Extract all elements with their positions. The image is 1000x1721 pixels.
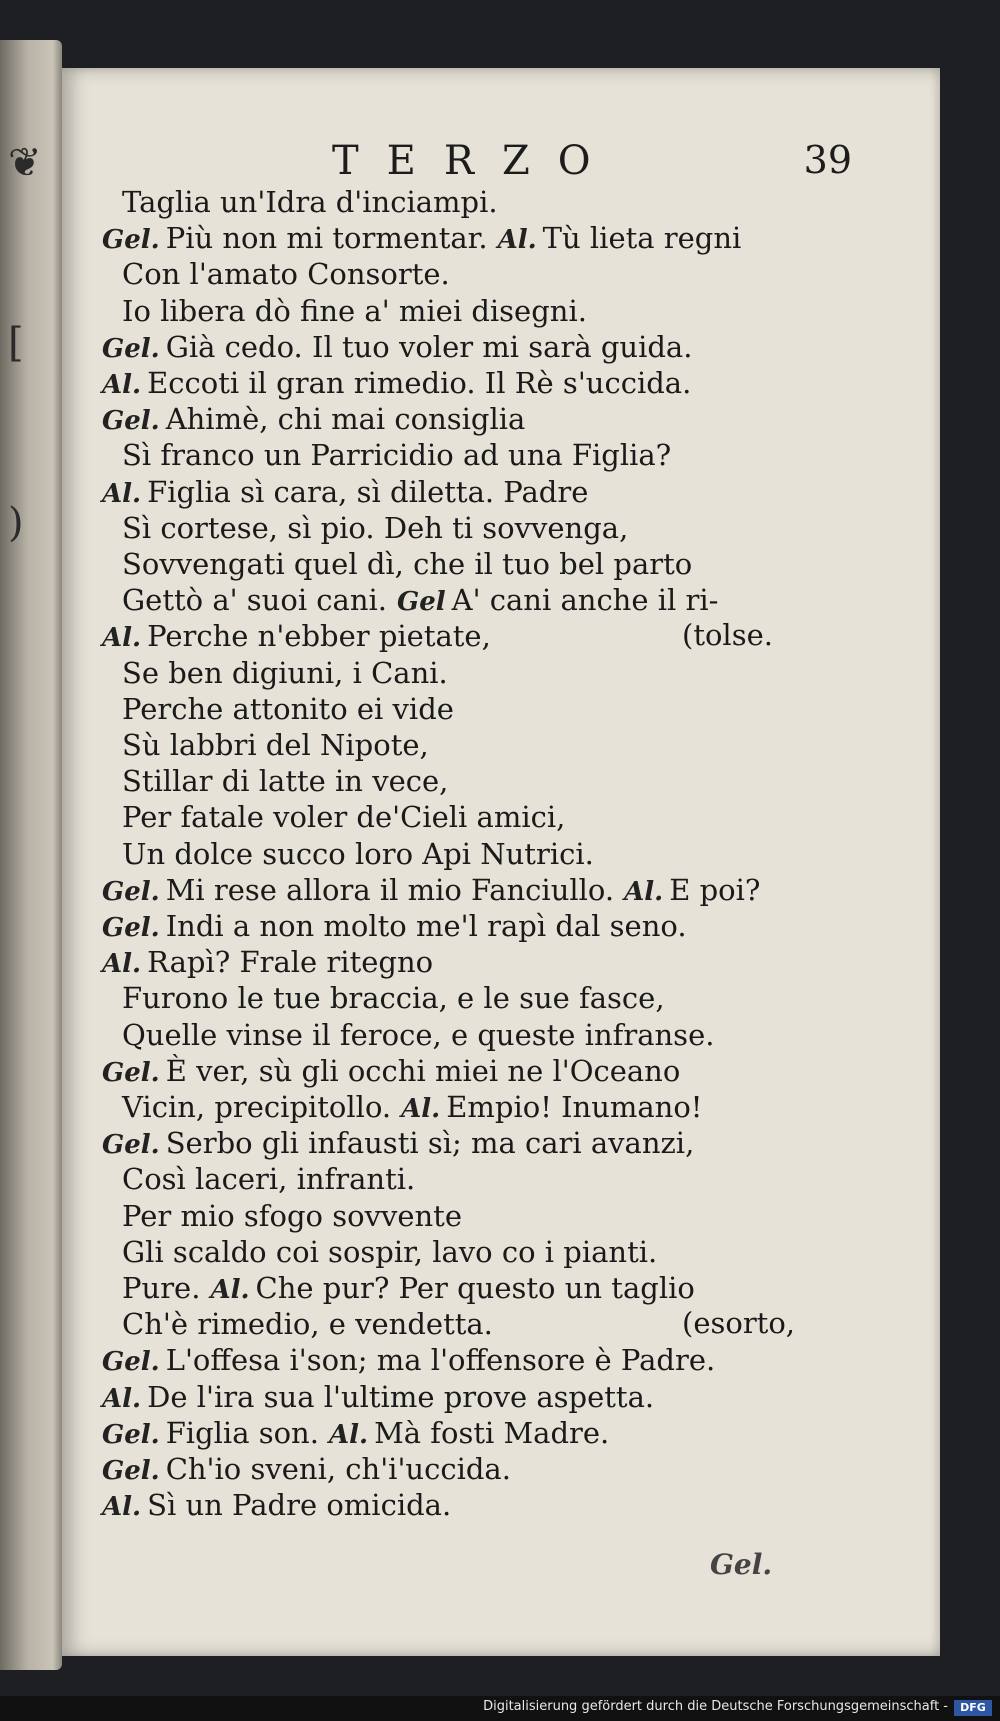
running-head: TERZO bbox=[332, 138, 619, 184]
verse-text-segment: Io libera dò fine a' miei disegni. bbox=[122, 293, 587, 328]
verse-text-segment: Con l'amato Consorte. bbox=[122, 257, 450, 292]
verse-text-segment: Figlia sì cara, sì diletta. Padre bbox=[147, 474, 589, 509]
verse-line bbox=[122, 1198, 462, 1234]
margin-ornament: ) bbox=[8, 500, 24, 546]
speaker-tag: Gel. bbox=[102, 1057, 160, 1088]
verse-line bbox=[122, 1270, 695, 1306]
verse-text-segment: Sì cortese, sì pio. Deh ti sovvenga, bbox=[122, 510, 629, 545]
verse-text-segment: E poi? bbox=[669, 872, 761, 907]
verse-line bbox=[122, 727, 429, 763]
speaker-tag: Gel. bbox=[102, 1419, 160, 1450]
verse-line bbox=[122, 799, 565, 835]
verse-line bbox=[122, 655, 448, 691]
verse-text-segment: Empio! Inumano! bbox=[446, 1090, 703, 1124]
verse-text-segment: È ver, sù gli occhi miei ne l'Oceano bbox=[165, 1053, 681, 1088]
verse-text-segment: Gli scaldo coi sospir, lavo co i pianti. bbox=[122, 1234, 658, 1269]
verse-text-segment: Perche attonito ei vide bbox=[122, 691, 454, 726]
verse-line bbox=[122, 1306, 493, 1342]
verse-text-segment: Mi rese allora il mio Fanciullo. bbox=[165, 872, 615, 907]
verse-text-segment: Ch'io sveni, ch'i'uccida. bbox=[165, 1452, 511, 1486]
verse-line bbox=[122, 256, 450, 292]
speaker-tag: Gel bbox=[397, 587, 446, 618]
turnover-word: (esorto, bbox=[682, 1306, 796, 1341]
verse-line bbox=[122, 582, 718, 618]
verse-line bbox=[122, 1161, 415, 1197]
verse-text-segment: Ch'è rimedio, e vendetta. bbox=[122, 1307, 493, 1342]
speaker-tag: Al. bbox=[401, 1094, 441, 1124]
verse-text-segment: Pure. bbox=[122, 1271, 201, 1305]
verse-line bbox=[122, 546, 692, 582]
speaker-tag: Al. bbox=[328, 1419, 369, 1450]
margin-ornament: ❦ bbox=[8, 140, 42, 186]
verse-text-segment: Rapì? Frale ritegno bbox=[147, 945, 434, 980]
speaker-tag: Gel. bbox=[102, 225, 160, 256]
verse-line bbox=[122, 980, 665, 1016]
verse-line bbox=[122, 763, 448, 799]
speaker-tag: Al. bbox=[102, 623, 142, 654]
verse-text-segment: De l'ira sua l'ultime prove aspetta. bbox=[147, 1379, 655, 1414]
verse-text-segment: Vicin, precipitollo. bbox=[122, 1090, 392, 1124]
dfg-logo: DFG bbox=[954, 1700, 992, 1716]
book-page bbox=[62, 68, 940, 1656]
verse-line bbox=[122, 184, 498, 220]
verse-line bbox=[122, 1089, 702, 1125]
verse-text-segment: A' cani anche il ri- bbox=[451, 583, 719, 618]
verse-line bbox=[122, 691, 454, 727]
verse-text-segment: Che pur? Per questo un taglio bbox=[255, 1271, 695, 1305]
verse-text-segment: Così laceri, infranti. bbox=[122, 1162, 416, 1197]
verse-text-segment: L'offesa i'son; ma l'offensore è Padre. bbox=[165, 1343, 716, 1378]
verse-line bbox=[102, 401, 525, 437]
verse-text-segment: Tù lieta regni bbox=[542, 221, 742, 256]
verse-line bbox=[102, 1342, 715, 1378]
verse-line bbox=[102, 872, 760, 908]
verse-line bbox=[102, 944, 433, 980]
speaker-tag: Gel. bbox=[102, 1456, 160, 1486]
verse-line bbox=[122, 1017, 714, 1053]
verse-text-segment: Gettò a' suoi cani. bbox=[122, 583, 388, 618]
verse-text-segment: Sì un Padre omicida. bbox=[147, 1488, 452, 1523]
verse-text-segment: Per mio sfogo sovvente bbox=[122, 1198, 462, 1233]
verse-line bbox=[122, 836, 594, 872]
facing-page-edge bbox=[0, 40, 62, 1670]
speaker-tag: Al. bbox=[102, 1383, 142, 1414]
verse-line bbox=[102, 1125, 694, 1161]
verse-text-segment: Sù labbri del Nipote, bbox=[122, 728, 429, 762]
verse-line bbox=[102, 1053, 680, 1089]
verse-line bbox=[102, 220, 741, 256]
verse-line bbox=[102, 908, 687, 944]
verse-text-segment: Sì franco un Parricidio ad una Figlia? bbox=[122, 438, 672, 473]
verse-text-segment: Quelle vinse il feroce, e queste infranse. bbox=[122, 1017, 715, 1052]
verse-text-segment: Taglia un'Idra d'inciampi. bbox=[122, 185, 498, 219]
verse-text-segment: Già cedo. Il tuo voler mi sarà guida. bbox=[165, 329, 693, 364]
verse-line bbox=[122, 293, 587, 329]
verse-text-segment: Più non mi tormentar. bbox=[165, 221, 488, 256]
verse-text-segment: Sovvengati quel dì, che il tuo bel parto bbox=[122, 547, 693, 581]
verse-text-segment: Eccoti il gran rimedio. Il Rè s'uccida. bbox=[147, 366, 692, 400]
verse-text-segment: Ahimè, chi mai consiglia bbox=[165, 402, 526, 437]
verse-line bbox=[102, 474, 588, 510]
speaker-tag: Al. bbox=[102, 1492, 142, 1523]
verse-line bbox=[102, 365, 691, 401]
speaker-tag: Al. bbox=[102, 949, 142, 980]
verse-text-segment: Perche n'ebber pietate, bbox=[147, 619, 491, 654]
speaker-tag: Gel. bbox=[102, 1347, 160, 1378]
speaker-tag: Gel. bbox=[102, 1130, 160, 1161]
verse-line bbox=[102, 1415, 609, 1451]
turnover-word: (tolse. bbox=[682, 618, 773, 653]
verse-text-segment: Se ben digiuni, i Cani. bbox=[122, 655, 448, 690]
catchword: Gel. bbox=[710, 1548, 773, 1581]
digitization-footer bbox=[0, 1696, 1000, 1721]
verse-text-segment: Indi a non molto me'l rapì dal seno. bbox=[165, 909, 687, 943]
verse-text-segment: Furono le tue braccia, e le sue fasce, bbox=[122, 981, 665, 1016]
page-number: 39 bbox=[803, 138, 852, 182]
verse-text-segment: Mà fosti Madre. bbox=[374, 1415, 610, 1450]
verse-line bbox=[122, 510, 628, 546]
verse-line bbox=[102, 329, 692, 365]
verse-line bbox=[122, 437, 671, 473]
verse-line bbox=[102, 1451, 511, 1487]
speaker-tag: Al. bbox=[102, 478, 142, 509]
verse-line bbox=[102, 1379, 654, 1415]
speaker-tag: Gel. bbox=[102, 333, 160, 364]
verse-text-segment: Per fatale voler de'Cieli amici, bbox=[122, 800, 566, 835]
speaker-tag: Al. bbox=[497, 225, 537, 256]
footer-credit: Digitalisierung gefördert durch die Deutsche Forschungsgemeinschaft - bbox=[483, 1699, 948, 1714]
verse-line bbox=[102, 1487, 451, 1523]
speaker-tag: Al. bbox=[624, 876, 664, 907]
speaker-tag: Gel. bbox=[102, 913, 160, 943]
verse-text-segment: Serbo gli infausti sì; ma cari avanzi, bbox=[165, 1126, 695, 1161]
speaker-tag: Gel. bbox=[102, 406, 160, 437]
verse-text-segment: Un dolce succo loro Api Nutrici. bbox=[122, 836, 594, 871]
verse-text-segment: Stillar di latte in vece, bbox=[122, 764, 449, 799]
speaker-tag: Al. bbox=[210, 1275, 250, 1305]
margin-ornament: [ bbox=[8, 320, 24, 366]
verse-text-segment: Figlia son. bbox=[165, 1415, 319, 1450]
verse-line bbox=[122, 1234, 657, 1270]
speaker-tag: Al. bbox=[102, 370, 142, 400]
verse-line bbox=[102, 618, 491, 654]
speaker-tag: Gel. bbox=[102, 876, 160, 907]
